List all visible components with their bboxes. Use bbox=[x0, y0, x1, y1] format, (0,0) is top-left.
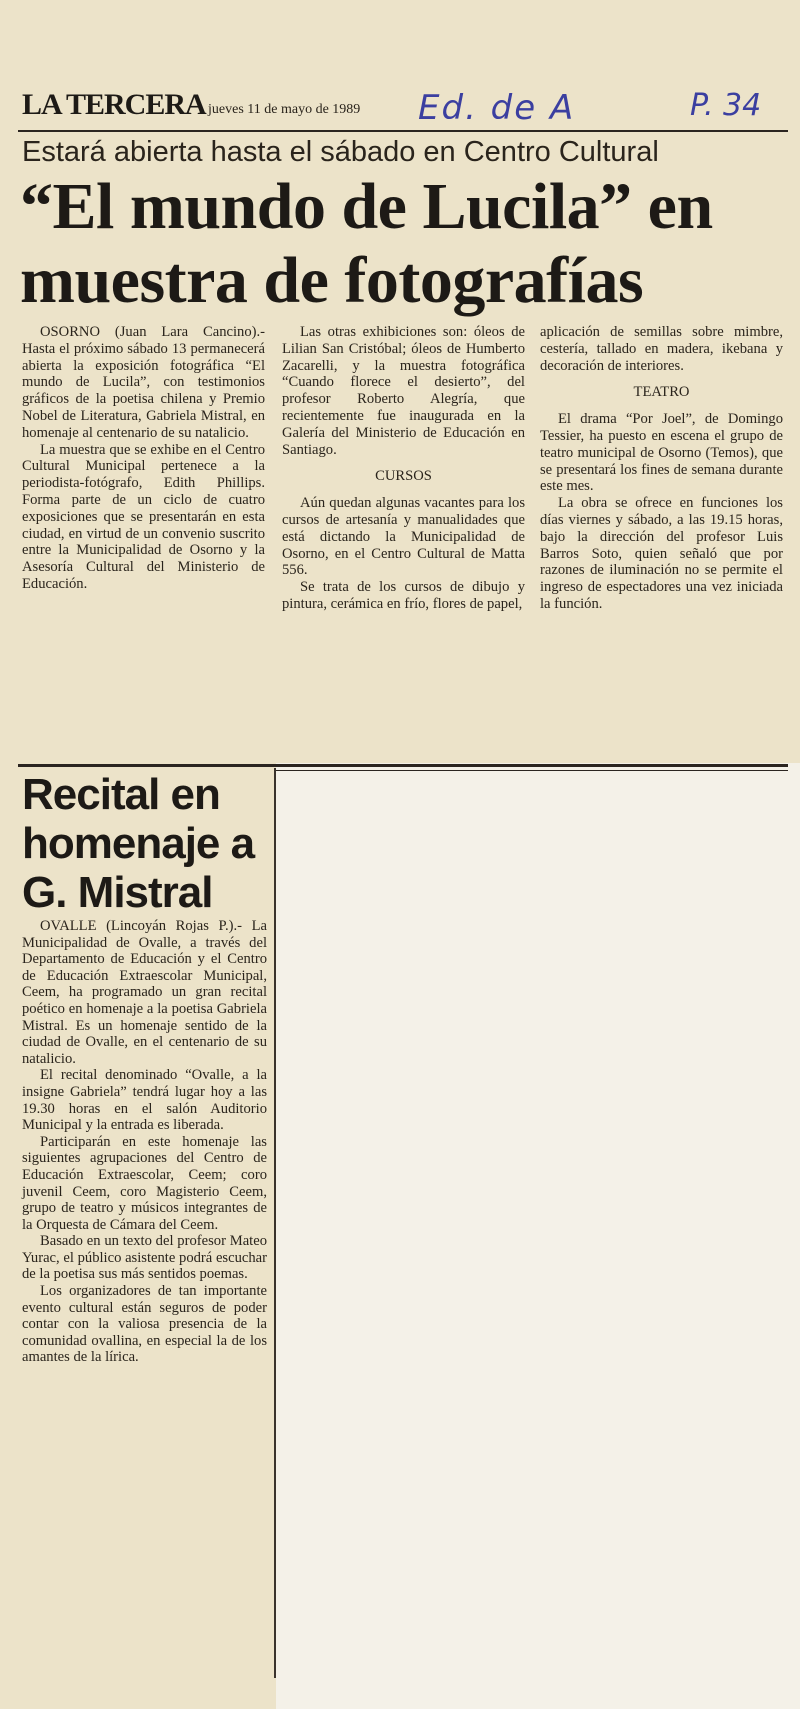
paragraph: El drama “Por Joel”, de Domingo Tessier, ha puesto en escena el grupo de teatro municipal de Osorno (Temos), que se presentará los fines de semana durante este mes. bbox=[540, 411, 783, 495]
article-column-2 bbox=[282, 324, 525, 613]
handwritten-page-number: P. 34 bbox=[690, 88, 762, 123]
masthead: LA TERCERA bbox=[22, 88, 206, 121]
blank-paper-area bbox=[276, 763, 800, 1709]
article-headline: “El mundo de Lucila” en muestra de fotografías bbox=[20, 170, 713, 317]
paragraph: Se trata de los cursos de dibujo y pintura, cerámica en frío, flores de papel, bbox=[282, 579, 525, 612]
paragraph: El recital denominado “Ovalle, a la insigne Gabriela” tendrá lugar hoy a las 19.30 horas en el salón Auditorio Municipal y la entrada es liberada. bbox=[22, 1067, 267, 1134]
paragraph: aplicación de semillas sobre mimbre, cestería, tallado en madera, ikebana y decoración de interiores. bbox=[540, 324, 783, 374]
paragraph: La muestra que se exhibe en el Centro Cultural Municipal pertenece a la periodista-fotógrafo, Edith Phillips. Forma parte de un ciclo de cuatro exposiciones que se presentarán en esta ciudad, en virtud de un convenio suscrito entre la Municipalidad de Osorno y la Asesoría Cultural del Ministerio de Educación. bbox=[22, 441, 265, 592]
section-subhead-cursos: CURSOS bbox=[375, 468, 432, 485]
article-column-1 bbox=[22, 324, 265, 593]
section-subhead-teatro: TEATRO bbox=[633, 384, 690, 401]
publication-date: jueves 11 de mayo de 1989 bbox=[208, 102, 361, 117]
handwritten-note: Ed. de A bbox=[418, 88, 576, 128]
article-kicker: Estará abierta hasta el sábado en Centro Cultural bbox=[22, 136, 659, 168]
paragraph: Participarán en este homenaje las siguientes agrupaciones del Centro de Educación Extraescolar, Ceem; coro juvenil Ceem, coro Magisterio Ceem, grupo de teatro y músicos integrantes de la Orquesta de Cámara del Ceem. bbox=[22, 1133, 267, 1233]
recital-headline: Recital en homenaje a G. Mistral bbox=[22, 770, 255, 917]
paragraph: OVALLE (Lincoyán Rojas P.).- La Municipalidad de Ovalle, a través del Departamento de Educación y el Centro de Educación Extraescolar Municipal, Ceem, ha programado un gran recital poético en homenaje a la poetisa Gabriela Mistral. Es un homenaje sentido de la ciudad de Ovalle, en el centenario de su natalicio. bbox=[22, 918, 267, 1067]
paragraph: Las otras exhibiciones son: óleos de Lilian San Cristóbal; óleos de Humberto Zacarelli, y la muestra fotográfica “Cuando florece el desierto”, del profesor Roberto Alegría, que recientemente fue inaugurada en la Galería del Ministerio de Educación en Santiago. bbox=[282, 324, 525, 458]
column-divider bbox=[274, 768, 276, 1678]
paragraph: Basado en un texto del profesor Mateo Yurac, el público asistente podrá escuchar de la poetisa sus más sentidos poemas. bbox=[22, 1233, 267, 1283]
paragraph: Aún quedan algunas vacantes para los cursos de artesanía y manualidades que está dictando la Municipalidad de Osorno, en el Centro Cultural de Matta 556. bbox=[282, 495, 525, 579]
article-column-3 bbox=[540, 324, 783, 613]
section-divider bbox=[18, 764, 788, 767]
header-rule bbox=[18, 130, 788, 132]
paragraph: OSORNO (Juan Lara Cancino).- Hasta el próximo sábado 13 permanecerá abierta la exposición fotográfica “El mundo de Lucila”, con testimonios gráficos de la poetisa chilena y Premio Nobel de Literatura, Gabriela Mistral, en homenaje al centenario de su natalicio. bbox=[22, 324, 265, 441]
section-divider-thin bbox=[276, 770, 788, 771]
paragraph: La obra se ofrece en funciones los días viernes y sábado, a las 19.15 horas, bajo la dirección del profesor Luis Barros Soto, quien señaló que por razones de iluminación no se permite el ingreso de espectadores una vez iniciada la función. bbox=[540, 495, 783, 612]
newspaper-header bbox=[18, 88, 788, 128]
recital-article-body bbox=[22, 918, 267, 1366]
paragraph: Los organizadores de tan importante evento cultural están seguros de poder contar con la valiosa presencia de la comunidad ovallina, en especial la de los amantes de la lírica. bbox=[22, 1283, 267, 1366]
